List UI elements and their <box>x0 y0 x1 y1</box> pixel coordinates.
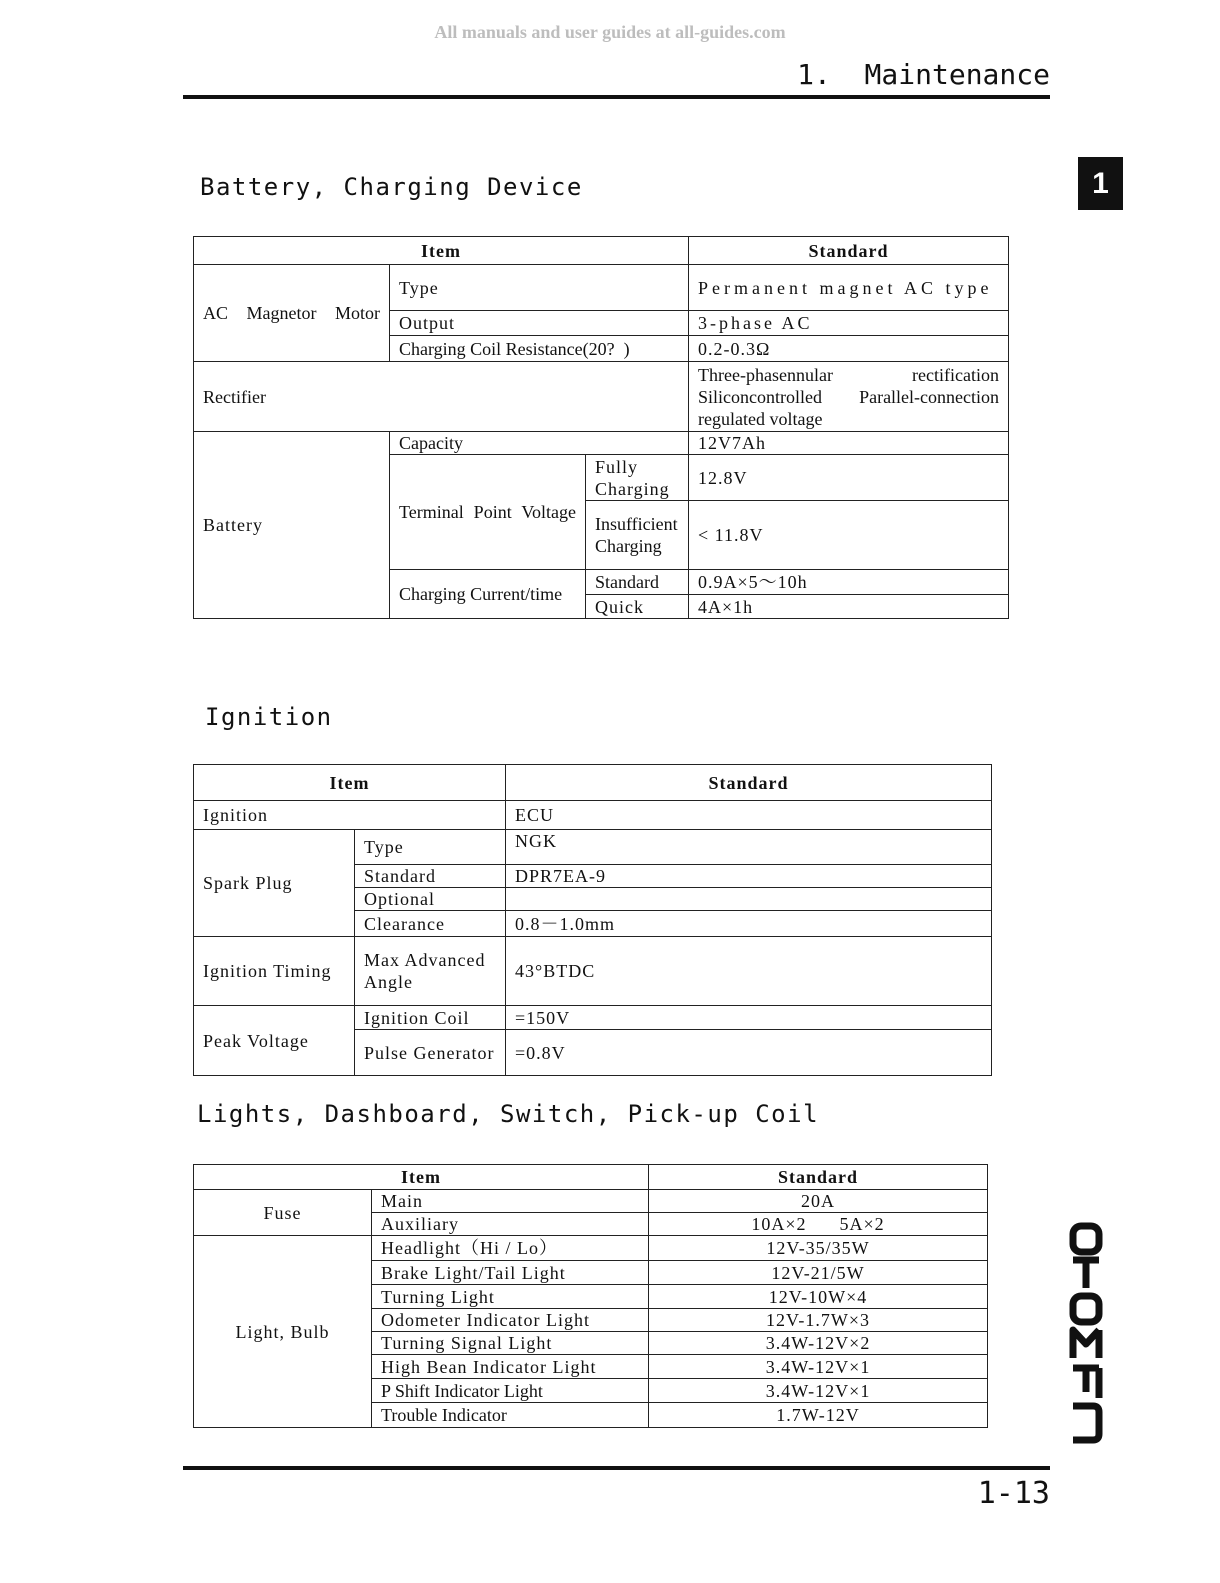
col-item: Item <box>194 765 506 801</box>
fuse-aux-label: Auxiliary <box>372 1213 649 1236</box>
light-row-label: High Bean Indicator Light <box>372 1355 649 1379</box>
spark-optional-label: Optional <box>355 888 506 911</box>
page-number: 1-13 <box>977 1476 1050 1511</box>
light-row-value: 3.4W-12V×1 <box>649 1379 988 1403</box>
ignition-timing-group: Ignition Timing <box>194 937 355 1006</box>
pulse-generator-value: =0.8V <box>506 1030 992 1076</box>
ignition-heading: Ignition <box>205 703 333 731</box>
fuse-main-label: Main <box>372 1190 649 1213</box>
fuse-aux-value: 10A×2 5A×2 <box>649 1213 988 1236</box>
spark-type-label: Type <box>355 830 506 865</box>
capacity-value: 12V7Ah <box>689 432 1009 455</box>
max-angle-label: Max Advanced Angle <box>355 937 506 1006</box>
lights-table <box>193 1164 988 1428</box>
header-rule <box>183 95 1050 99</box>
light-row-label: Brake Light/Tail Light <box>372 1261 649 1285</box>
fully-charging-label: Fully Charging <box>586 455 689 501</box>
spark-type-value: NGK <box>506 830 992 865</box>
standard-charge-label: Standard <box>586 570 689 595</box>
charging-current-label: Charging Current/time <box>390 570 586 619</box>
cfmoto-logo <box>1069 1222 1103 1444</box>
fuse-group: Fuse <box>194 1190 372 1236</box>
ignition-value: ECU <box>506 801 992 830</box>
ac-coil-label: Charging Coil Resistance(20? ) <box>390 336 689 362</box>
insufficient-charging-label: Insufficient Charging <box>586 501 689 570</box>
col-item: Item <box>194 237 689 265</box>
spark-optional-value <box>506 888 992 911</box>
ac-type-value: Permanent magnet AC type <box>689 265 1009 311</box>
ac-coil-value: 0.2-0.3Ω <box>689 336 1009 362</box>
fuse-main-value: 20A <box>649 1190 988 1213</box>
light-row-value: 12V-21/5W <box>649 1261 988 1285</box>
ac-magnetor-group: AC Magnetor Motor <box>194 265 390 362</box>
spark-standard-value: DPR7EA-9 <box>506 865 992 888</box>
light-row-label: Odometer Indicator Light <box>372 1309 649 1332</box>
light-row-label: Headlight（Hi / Lo） <box>372 1236 649 1261</box>
rectifier-label: Rectifier <box>194 362 689 432</box>
spark-plug-group: Spark Plug <box>194 830 355 937</box>
col-standard: Standard <box>689 237 1009 265</box>
chapter-tab: 1 <box>1078 157 1123 210</box>
pulse-generator-label: Pulse Generator <box>355 1030 506 1076</box>
ignition-label: Ignition <box>194 801 506 830</box>
chapter-title: 1. Maintenance <box>797 58 1050 91</box>
light-row-label: P Shift Indicator Light <box>372 1379 649 1403</box>
col-item: Item <box>194 1165 649 1190</box>
battery-group: Battery <box>194 432 390 619</box>
light-bulb-group: Light, Bulb <box>194 1236 372 1428</box>
col-standard: Standard <box>649 1165 988 1190</box>
lights-heading: Lights, Dashboard, Switch, Pick-up Coil <box>197 1100 820 1128</box>
footer-rule <box>183 1466 1050 1470</box>
fully-charging-value: 12.8V <box>689 455 1009 501</box>
light-row-label: Turning Signal Light <box>372 1332 649 1355</box>
ignition-coil-value: =150V <box>506 1006 992 1030</box>
light-row-value: 12V-10W×4 <box>649 1285 988 1309</box>
light-row-label: Trouble Indicator <box>372 1403 649 1428</box>
light-row-label: Turning Light <box>372 1285 649 1309</box>
quick-charge-value: 4A×1h <box>689 595 1009 619</box>
ac-type-label: Type <box>390 265 689 311</box>
ac-output-value: 3-phase AC <box>689 311 1009 336</box>
col-standard: Standard <box>506 765 992 801</box>
light-row-value: 12V-35/35W <box>649 1236 988 1261</box>
battery-heading: Battery, Charging Device <box>200 173 583 201</box>
spark-clearance-value: 0.8－1.0mm <box>506 911 992 937</box>
light-row-value: 3.4W-12V×1 <box>649 1355 988 1379</box>
cfmoto-logo-text: CFMOTO <box>1069 1442 1078 1444</box>
ac-output-label: Output <box>390 311 689 336</box>
light-row-value: 12V-1.7W×3 <box>649 1309 988 1332</box>
terminal-voltage-label: Terminal Point Voltage <box>390 455 586 570</box>
battery-table <box>193 236 1009 619</box>
peak-voltage-group: Peak Voltage <box>194 1006 355 1076</box>
rectifier-value: Three-phasennular rectification Siliconcontrolled Parallel-connection regulated voltage <box>689 362 1009 432</box>
light-row-value: 1.7W-12V <box>649 1403 988 1428</box>
light-row-value: 3.4W-12V×2 <box>649 1332 988 1355</box>
max-angle-value: 43°BTDC <box>506 937 992 1006</box>
ignition-coil-label: Ignition Coil <box>355 1006 506 1030</box>
ignition-table <box>193 764 992 1076</box>
insufficient-charging-value: < 11.8V <box>689 501 1009 570</box>
capacity-label: Capacity <box>390 432 689 455</box>
standard-charge-value: 0.9A×5～10h <box>689 570 1009 595</box>
watermark: All manuals and user guides at all-guides.com <box>434 22 786 42</box>
spark-standard-label: Standard <box>355 865 506 888</box>
spark-clearance-label: Clearance <box>355 911 506 937</box>
quick-charge-label: Quick <box>586 595 689 619</box>
